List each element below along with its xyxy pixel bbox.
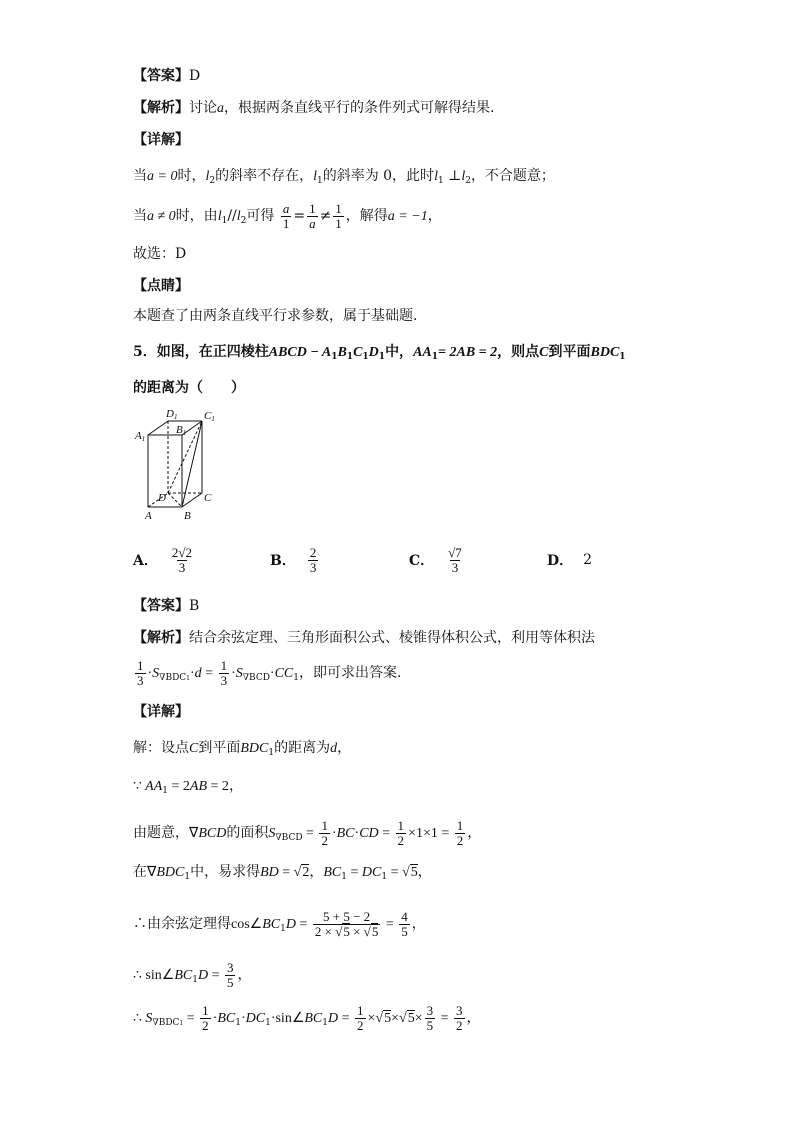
fraction: $\frac{5 + 5 - 2}{2 \times √5 \times √5}$ bbox=[314, 908, 379, 939]
text: ，解得 bbox=[345, 208, 388, 224]
text: ∴由余弦定理得 bbox=[133, 916, 231, 932]
point-c: C bbox=[539, 345, 549, 360]
solution-line-2: ∵ $AA_1 = 2AB = 2$， bbox=[133, 778, 243, 796]
edge bbox=[148, 421, 168, 435]
fraction: $\frac{1}{2}$ bbox=[202, 1002, 209, 1033]
num: √7 bbox=[448, 544, 462, 560]
answer-tag: 【答案】 bbox=[133, 598, 189, 614]
label-b1: B1 bbox=[176, 424, 187, 437]
solution-line-7: ∴ $S_{\nabla BDC1}$ = $\frac{1}{2}$ $\cdot BC_1\cdot DC_1\cdot\sin\angle BC_1D$ = $\frac{1}{2}$ ×√5×√5× $\frac{3}{5}$ = $\frac{3}{2}$ ， bbox=[133, 1002, 481, 1033]
den: a bbox=[309, 215, 316, 231]
text: ， bbox=[337, 740, 352, 756]
cond-aa1: AA bbox=[413, 345, 432, 360]
fraction bbox=[333, 202, 344, 231]
prism-figure bbox=[130, 405, 220, 527]
fraction bbox=[308, 546, 319, 575]
neq: ≠ bbox=[319, 208, 332, 224]
text: 可得 bbox=[246, 208, 275, 224]
den: 1 bbox=[282, 215, 290, 231]
cond-value: = 2AB = 2 bbox=[438, 345, 498, 360]
solution-line-5: ∴由余弦定理得$\cos\angle BC_1D$ = $\frac{5 + 5 - 2}{2 \times √5 \times √5}$ = $\frac{4}{5}$ ， bbox=[133, 908, 426, 939]
option-label: A． bbox=[133, 553, 158, 569]
fraction: $\frac{1}{3}$ bbox=[220, 657, 228, 688]
fraction bbox=[307, 202, 318, 231]
label-a1: A1 bbox=[135, 430, 146, 443]
text: 的距离为（ ） bbox=[133, 380, 245, 396]
analysis-text-2: ，根据两条直线平行的条件列式可解得结果. bbox=[224, 100, 495, 116]
text: 的距离为 bbox=[274, 740, 331, 756]
case-a-nonzero: 当a ≠ 0时，由$l_1//l_2$可得 $\frac{a}{1}$ = $\frac{1}{a}$ ≠ $\frac{1}{1}$ ，解得a = −1， bbox=[133, 200, 442, 231]
choice-text: 故选：D bbox=[133, 246, 187, 262]
fraction: $\frac{3}{2}$ bbox=[456, 1002, 463, 1033]
parallel-symbol: // bbox=[227, 208, 237, 224]
math-a-neq-0: a ≠ 0 bbox=[147, 209, 176, 224]
fraction: $\frac{1}{2}$ bbox=[321, 817, 328, 848]
detail-tag: 【详解】 bbox=[133, 132, 189, 148]
num: 2√2 bbox=[171, 544, 193, 560]
analysis-text: 结合余弦定理、三角形面积公式、棱锥得体积公式，利用等体积法 bbox=[189, 630, 595, 646]
text: 解：设点 bbox=[133, 740, 189, 756]
text: 中， bbox=[385, 344, 414, 360]
comment-tag-q4 bbox=[133, 276, 189, 296]
fraction bbox=[446, 546, 464, 575]
question-5-line2 bbox=[133, 378, 245, 398]
answer-value: D bbox=[189, 68, 201, 84]
because-symbol: ∵ bbox=[133, 778, 142, 794]
answer-tag: 【答案】 bbox=[133, 68, 189, 84]
text: ，不合题意； bbox=[470, 168, 555, 184]
option-value: 2 bbox=[583, 552, 593, 568]
option-label: D． bbox=[547, 553, 574, 569]
question-5-line1: 5．如图，在正四棱柱ABCD − $A_1B_1C_1D_1$中，$AA_1= 2AB = 2$，则点C到平面$BDC_1$ bbox=[133, 344, 626, 362]
analysis-line-q5 bbox=[133, 628, 595, 648]
analysis-tail: ，即可求出答案. bbox=[299, 665, 402, 681]
text: 到平面 bbox=[548, 344, 591, 360]
text: 当 bbox=[133, 208, 147, 224]
therefore-symbol: ∴ bbox=[133, 967, 142, 983]
text: 的斜率不存在， bbox=[215, 168, 314, 184]
analysis-text: 讨论 bbox=[189, 100, 217, 116]
num: 1 bbox=[309, 200, 316, 216]
fraction: $\frac{1}{2}$ bbox=[357, 1002, 364, 1033]
comment-text-q4 bbox=[133, 306, 417, 326]
plane-bdc1: BDC bbox=[590, 345, 620, 360]
perp-symbol: ⊥ bbox=[448, 168, 462, 184]
comment-tag: 【点睛】 bbox=[133, 278, 189, 294]
detail-tag-q4 bbox=[133, 130, 189, 150]
text: 在 bbox=[133, 864, 147, 880]
math-a-eq-neg1: a = −1 bbox=[387, 209, 428, 224]
fraction: $\frac{1}{2}$ bbox=[397, 817, 405, 848]
therefore-symbol: ∴ bbox=[133, 1010, 142, 1026]
solution-line-4: 在$\nabla BDC_1$中，易求得BD = √2，$BC_1 = DC_1 = √5$， bbox=[133, 864, 432, 882]
analysis-line-q4 bbox=[133, 98, 494, 119]
label-b: B bbox=[184, 510, 191, 522]
option-label: B． bbox=[270, 553, 296, 569]
option-d[interactable] bbox=[547, 540, 592, 580]
analysis-tag: 【解析】 bbox=[133, 100, 189, 116]
label-c1: C1 bbox=[204, 410, 215, 423]
option-b[interactable] bbox=[270, 540, 320, 580]
text: 5．如图，在正四棱柱 bbox=[133, 344, 269, 360]
detail-tag: 【详解】 bbox=[133, 704, 189, 720]
math-l2: l bbox=[205, 169, 210, 184]
analysis-tag: 【解析】 bbox=[133, 630, 189, 646]
equals: = bbox=[293, 208, 306, 224]
text: 时， bbox=[177, 168, 206, 184]
options-row bbox=[133, 540, 653, 580]
fraction: $\frac{3}{5}$ bbox=[226, 959, 234, 990]
text: ， bbox=[427, 208, 442, 224]
label-d: D bbox=[158, 492, 166, 504]
den: 1 bbox=[335, 215, 342, 231]
text: 时，由 bbox=[175, 208, 218, 224]
option-a[interactable] bbox=[133, 540, 196, 580]
answer-value: B bbox=[189, 598, 200, 614]
diag-bd bbox=[168, 493, 182, 507]
math-l1: l bbox=[313, 169, 317, 184]
text: 的面积 bbox=[226, 825, 269, 841]
label-c: C bbox=[204, 492, 212, 504]
solution-line-1: 解：设点C到平面$BDC_1$的距离为d， bbox=[133, 740, 352, 758]
fraction bbox=[170, 546, 194, 575]
fraction: $\frac{3}{5}$ bbox=[426, 1002, 434, 1033]
solution-line-6: ∴ $\sin\angle BC_1D$ = $\frac{3}{5}$ ， bbox=[133, 959, 252, 990]
prism-name: ABCD − A bbox=[268, 345, 332, 360]
answer-line-q5 bbox=[133, 596, 199, 616]
text: 当 bbox=[133, 168, 147, 184]
option-label: C． bbox=[409, 553, 435, 569]
num: 1 bbox=[335, 200, 342, 216]
fraction: $\frac{1}{2}$ bbox=[456, 817, 464, 848]
case-a-zero: 当a = 0时，$l_2$的斜率不存在，$l_1$的斜率为 0，此时$l_1$ $\perp l_2$，不合题意； bbox=[133, 168, 555, 186]
label-d1: D1 bbox=[166, 408, 178, 421]
volume-equation: $\frac{1}{3}$ $\cdot S_{\nabla BDC1}\cdot d$ = $\frac{1}{3}$ $\cdot S_{\nabla BCD}\cdot CC_1$，即可求出答案. bbox=[137, 657, 402, 688]
math-a-eq-0: a = 0 bbox=[147, 169, 178, 184]
text: 的斜率为 0，此时 bbox=[322, 168, 435, 184]
den: 3 bbox=[178, 559, 186, 575]
solution-line-3: 由题意，∇BCD的面积$S_{\nabla BCD}$ = $\frac{1}{2}$ ·BC·CD = $\frac{1}{2}$ ×1×1 = $\frac{1}{2}$ ， bbox=[133, 817, 482, 848]
den: 3 bbox=[309, 559, 317, 575]
num: a bbox=[282, 200, 290, 216]
fraction bbox=[281, 202, 292, 231]
answer-line-q4 bbox=[133, 66, 200, 86]
fraction: $\frac{1}{3}$ bbox=[137, 657, 144, 688]
detail-tag-q5 bbox=[133, 702, 189, 722]
text: ，则点 bbox=[497, 344, 540, 360]
text: 中，易求得 bbox=[190, 864, 261, 880]
num: 2 bbox=[309, 544, 317, 560]
text: 由题意， bbox=[133, 825, 189, 841]
option-c[interactable] bbox=[409, 540, 466, 580]
fraction: $\frac{4}{5}$ bbox=[401, 908, 408, 939]
text: 到平面 bbox=[198, 740, 241, 756]
choice-line-q4 bbox=[133, 244, 186, 264]
comment-text: 本题查了由两条直线平行求参数，属于基础题. bbox=[133, 308, 418, 324]
label-a: A bbox=[145, 510, 152, 522]
var-a: a bbox=[217, 101, 224, 116]
den: 3 bbox=[451, 559, 459, 575]
